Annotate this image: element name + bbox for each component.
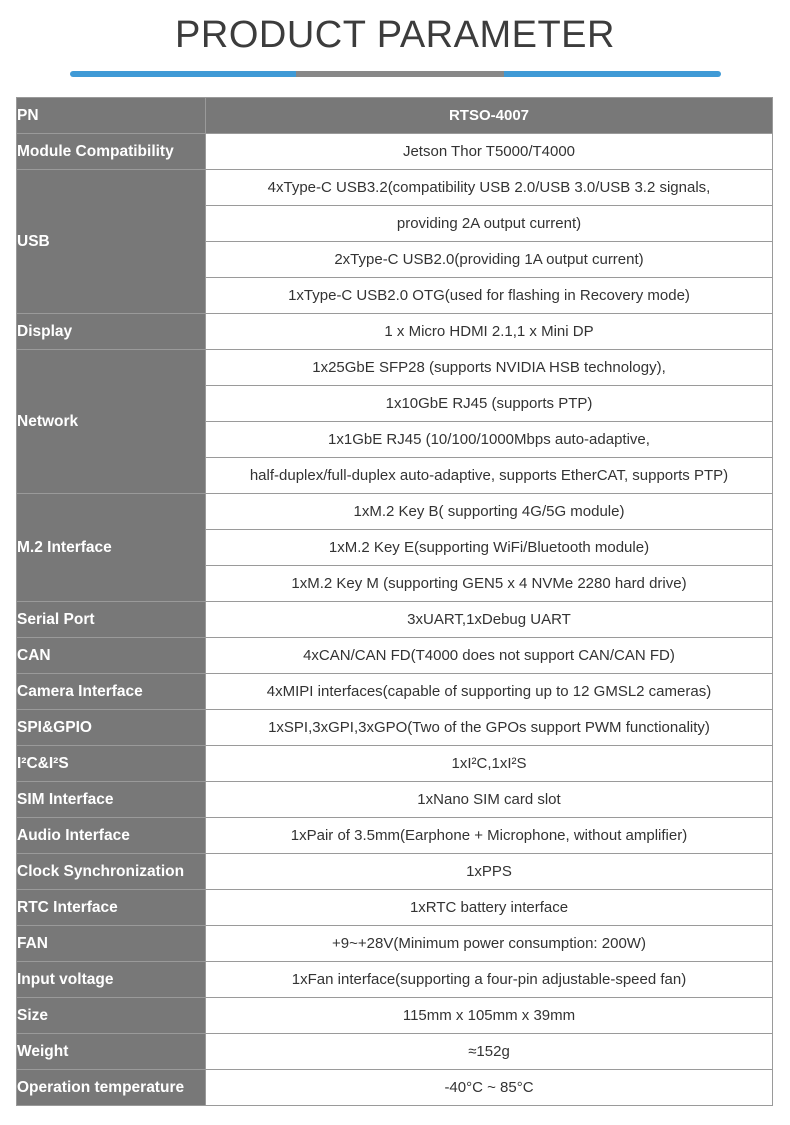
table-row: [17, 782, 773, 818]
parameter-value: providing 2A output current): [206, 206, 773, 242]
parameter-value: 1xFan interface(supporting a four-pin adjustable-speed fan): [206, 962, 773, 998]
parameter-value: 4xType-C USB3.2(compatibility USB 2.0/USB 3.0/USB 3.2 signals,: [206, 170, 773, 206]
parameter-value: 1xType-C USB2.0 OTG(used for flashing in Recovery mode): [206, 278, 773, 314]
table-row: [17, 926, 773, 962]
parameter-label: SIM Interface: [17, 782, 206, 818]
parameter-value: 1xPPS: [206, 854, 773, 890]
table-row: [17, 1070, 773, 1106]
parameter-value: +9~+28V(Minimum power consumption: 200W): [206, 926, 773, 962]
parameter-value: 1 x Micro HDMI 2.1,1 x Mini DP: [206, 314, 773, 350]
parameter-label: Serial Port: [17, 602, 206, 638]
table-row: [17, 854, 773, 890]
table-row: [17, 890, 773, 926]
table-row: [17, 314, 773, 350]
table-row: [17, 710, 773, 746]
parameter-label: M.2 Interface: [17, 494, 206, 602]
parameter-value: 1xSPI,3xGPI,3xGPO(Two of the GPOs support PWM functionality): [206, 710, 773, 746]
table-row: [17, 962, 773, 998]
parameter-label: CAN: [17, 638, 206, 674]
page-title: PRODUCT PARAMETER: [175, 14, 615, 56]
parameter-label: Size: [17, 998, 206, 1034]
parameter-value: 4xCAN/CAN FD(T4000 does not support CAN/CAN FD): [206, 638, 773, 674]
parameter-label: Input voltage: [17, 962, 206, 998]
parameter-label: Camera Interface: [17, 674, 206, 710]
table-row: [17, 170, 773, 206]
parameter-label: I²C&I²S: [17, 746, 206, 782]
parameter-value: ≈152g: [206, 1034, 773, 1070]
parameter-value: 115mm x 105mm x 39mm: [206, 998, 773, 1034]
parameter-label: Operation temperature: [17, 1070, 206, 1106]
table-row: [17, 638, 773, 674]
parameter-label: PN: [17, 98, 206, 134]
parameter-value: 1xI²C,1xI²S: [206, 746, 773, 782]
parameter-value: Jetson Thor T5000/T4000: [206, 134, 773, 170]
parameter-value: 1xPair of 3.5mm(Earphone + Microphone, without amplifier): [206, 818, 773, 854]
table-row: [17, 746, 773, 782]
table-row: [17, 818, 773, 854]
parameter-value: 2xType-C USB2.0(providing 1A output current): [206, 242, 773, 278]
parameter-value: 1x1GbE RJ45 (10/100/1000Mbps auto-adaptive,: [206, 422, 773, 458]
parameter-value: -40°C ~ 85°C: [206, 1070, 773, 1106]
parameter-value: 1xM.2 Key M (supporting GEN5 x 4 NVMe 2280 hard drive): [206, 566, 773, 602]
table-row: [17, 98, 773, 134]
parameter-value: 1x10GbE RJ45 (supports PTP): [206, 386, 773, 422]
parameter-label: RTC Interface: [17, 890, 206, 926]
parameter-value: 1xM.2 Key B( supporting 4G/5G module): [206, 494, 773, 530]
table-row: [17, 602, 773, 638]
table-row: [17, 998, 773, 1034]
parameter-label: Clock Synchronization: [17, 854, 206, 890]
parameter-value: 4xMIPI interfaces(capable of supporting up to 12 GMSL2 cameras): [206, 674, 773, 710]
parameter-value: 3xUART,1xDebug UART: [206, 602, 773, 638]
parameter-value: half-duplex/full-duplex auto-adaptive, supports EtherCAT, supports PTP): [206, 458, 773, 494]
parameter-value: RTSO-4007: [206, 98, 773, 134]
parameter-value: 1xRTC battery interface: [206, 890, 773, 926]
parameter-label: SPI&GPIO: [17, 710, 206, 746]
parameter-label: Audio Interface: [17, 818, 206, 854]
parameter-table: [16, 97, 773, 1106]
parameter-label: Display: [17, 314, 206, 350]
table-row: [17, 494, 773, 530]
parameter-label: Module Compatibility: [17, 134, 206, 170]
parameter-value: 1x25GbE SFP28 (supports NVIDIA HSB technology),: [206, 350, 773, 386]
table-row: [17, 674, 773, 710]
table-row: [17, 350, 773, 386]
title-underline-right: [504, 71, 721, 77]
parameter-value: 1xNano SIM card slot: [206, 782, 773, 818]
table-row: [17, 134, 773, 170]
parameter-value: 1xM.2 Key E(supporting WiFi/Bluetooth module): [206, 530, 773, 566]
parameter-label: FAN: [17, 926, 206, 962]
parameter-label: Weight: [17, 1034, 206, 1070]
title-underline-left: [70, 71, 298, 77]
table-row: [17, 1034, 773, 1070]
title-underline-middle: [296, 71, 506, 77]
parameter-label: USB: [17, 170, 206, 314]
parameter-label: Network: [17, 350, 206, 494]
